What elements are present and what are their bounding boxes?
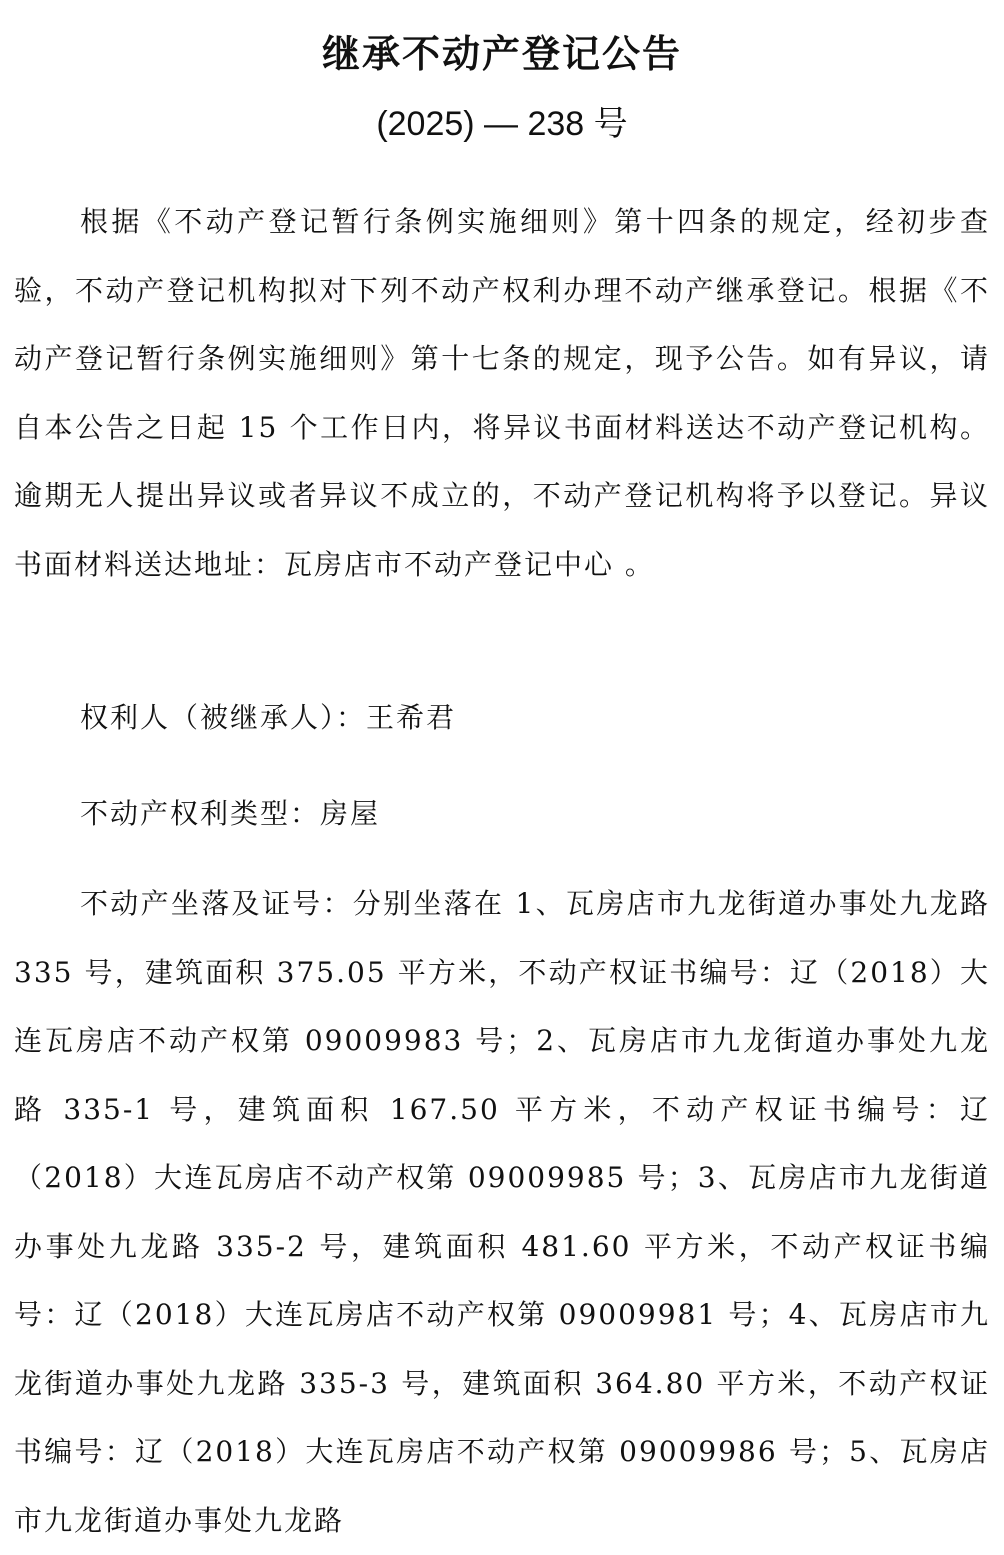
rights-holder-line: 权利人（被继承人）：王希君 [80, 701, 457, 734]
document-number: (2025) — 238 号 [376, 105, 628, 143]
document-title: 继承不动产登记公告 [321, 32, 682, 76]
location-paragraph: 不动产坐落及证号：分别坐落在 1、瓦房店市九龙街道办事处九龙路 335 号，建筑面积 375.05 平方米，不动产权证书编号：辽（2018）大连瓦房店不动产权第 09009983 号；2、瓦房店市九龙街道办事处九龙路 335-1 号，建筑面积 167.50 平方米，不动产权证书编号：辽（2018）大连瓦房店不动产权第 09009985 号；3、瓦房店市九龙街道办事处九龙路 335-2 号，建筑面积 481.60 平方米，不动产权证书编号：辽（2018）大连瓦房店不动产权第 09009981 号；4、瓦房店市九龙街道办事处九龙路 335-3 号，建筑面积 364.80 平方米，不动产权证书编号：辽（2018）大连瓦房店不动产权第 09009986 号；5、瓦房店市九龙街道办事处九龙路 [14, 887, 990, 1537]
intro-paragraph: 根据《不动产登记暂行条例实施细则》第十四条的规定，经初步查验，不动产登记机构拟对下列不动产权利办理不动产继承登记。根据《不动产登记暂行条例实施细则》第十七条的规定，现予公告。如有异议，请自本公告之日起 15 个工作日内，将异议书面材料送达不动产登记机构。逾期无人提出异议或者异议不成立的，不动产登记机构将予以登记。异议书面材料送达地址：瓦房店市不动产登记中心 。 [14, 205, 990, 581]
right-type-line: 不动产权利类型：房屋 [80, 797, 381, 830]
